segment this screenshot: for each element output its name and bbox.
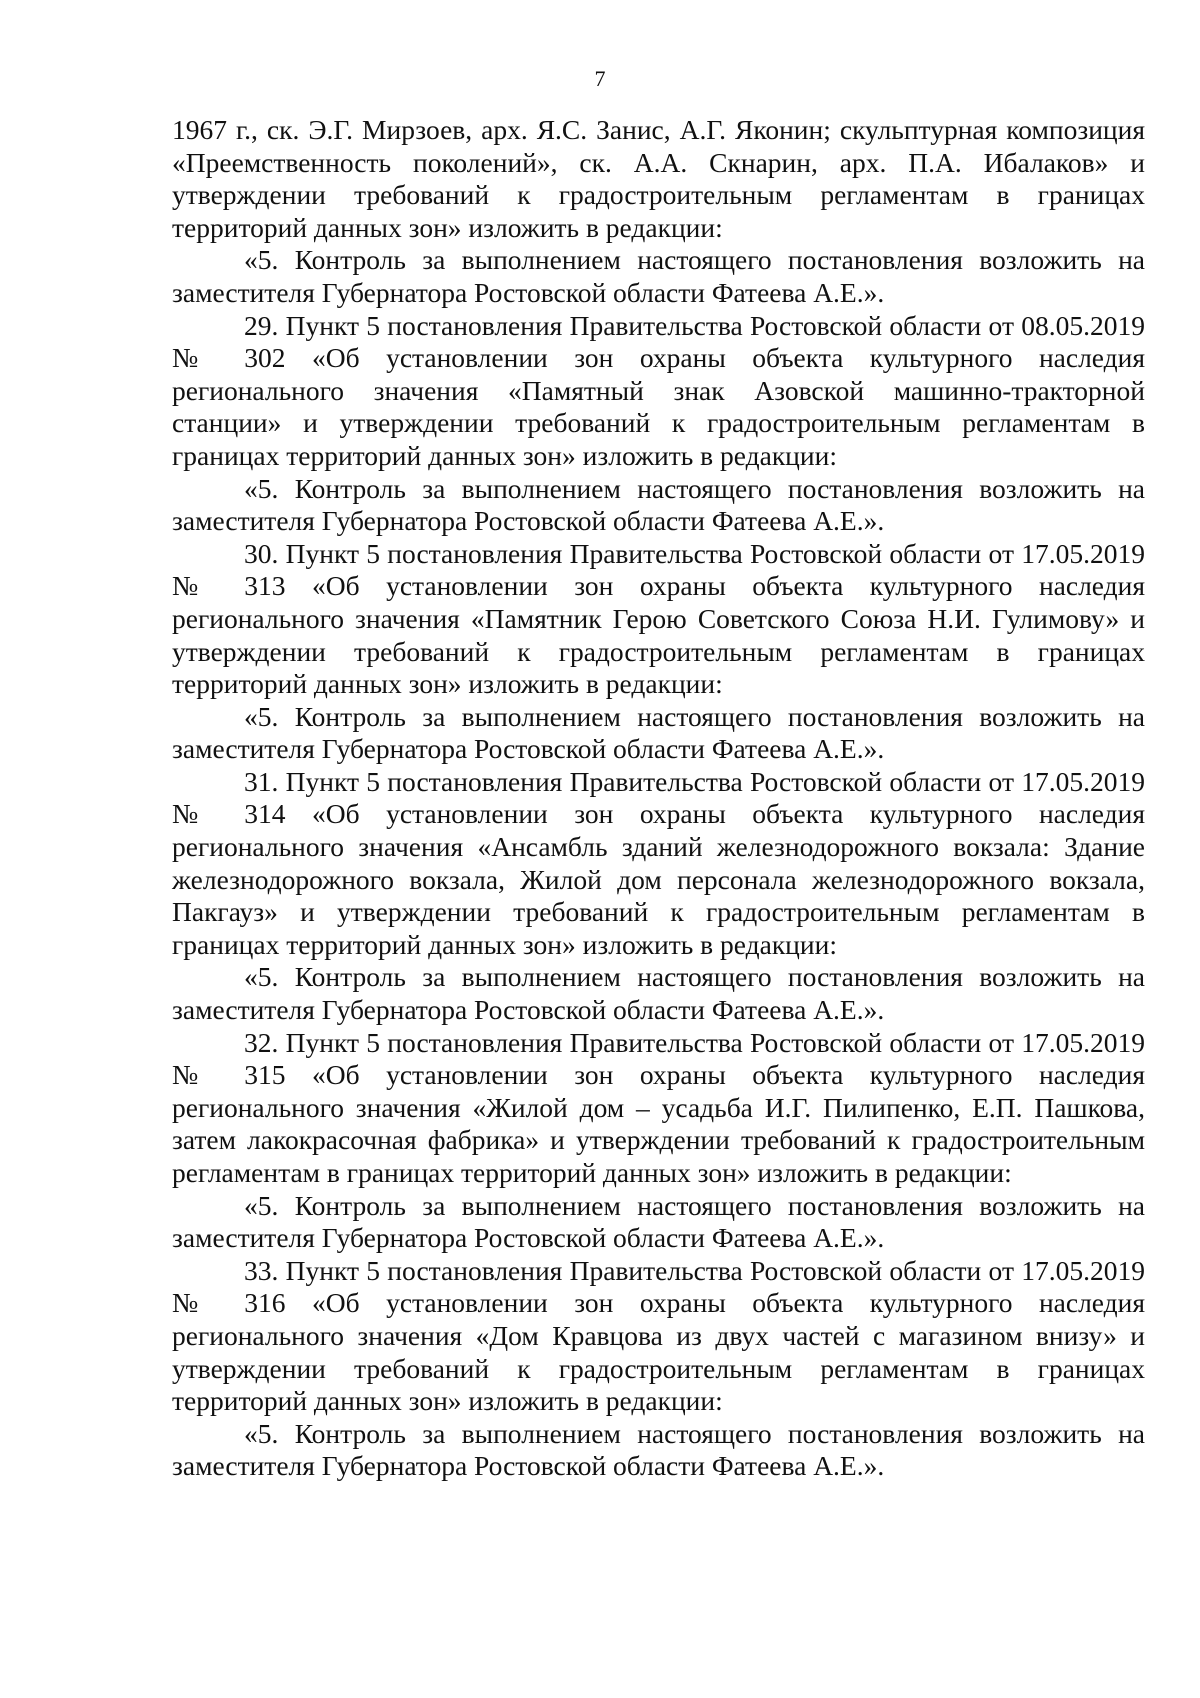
- paragraph-control-clause: «5. Контроль за выполнением настоящего постановления возложить на заместителя Губернатора Ростовской области Фатеева А.Е.».: [172, 961, 1145, 1026]
- paragraph-item-29: 29. Пункт 5 постановления Правительства Ростовской области от 08.05.2019 № 302 «Об установлении зон охраны объекта культурного наследия регионального значения «Памятный знак Азовской машинно-тракторной станции» и утверждении требований к градостроительным регламентам в границах территорий данных зон» изложить в редакции:: [172, 309, 1145, 471]
- paragraph-control-clause: «5. Контроль за выполнением настоящего постановления возложить на заместителя Губернатора Ростовской области Фатеева А.Е.».: [172, 1417, 1145, 1482]
- paragraph-item-30: 30. Пункт 5 постановления Правительства Ростовской области от 17.05.2019 № 313 «Об установлении зон охраны объекта культурного наследия регионального значения «Памятник Герою Советского Союза Н.И. Гулимову» и утверждении требований к градостроительным регламентам в границах территорий данных зон» изложить в редакции:: [172, 537, 1145, 700]
- paragraph-continuation: 1967 г., ск. Э.Г. Мирзоев, арх. Я.С. Занис, А.Г. Яконин; скульптурная композиция «Преемственность поколений», ск. А.А. Скнарин, арх. П.А. Ибалаков» и утверждении требований к градостроительным регламентам в границах территорий данных зон» изложить в редакции:: [172, 114, 1145, 243]
- page-number: 7: [594, 66, 606, 91]
- paragraph-item-33: 33. Пункт 5 постановления Правительства Ростовской области от 17.05.2019 № 316 «Об установлении зон охраны объекта культурного наследия регионального значения «Дом Кравцова из двух частей с магазином внизу» и утверждении требований к градостроительным регламентам в границах территорий данных зон» изложить в редакции:: [172, 1254, 1145, 1417]
- paragraph-control-clause: «5. Контроль за выполнением настоящего постановления возложить на заместителя Губернатора Ростовской области Фатеева А.Е.».: [172, 472, 1145, 537]
- paragraph-item-31: 31. Пункт 5 постановления Правительства Ростовской области от 17.05.2019 № 314 «Об установлении зон охраны объекта культурного наследия регионального значения «Ансамбль зданий железнодорожного вокзала: Здание железнодорожного вокзала, Жилой дом персонала железнодорожного вокзала, Пакгауз» и утверждении требований к градостроительным регламентам в границах территорий данных зон» изложить в редакции:: [172, 765, 1145, 960]
- paragraph-item-32: 32. Пункт 5 постановления Правительства Ростовской области от 17.05.2019 № 315 «Об установлении зон охраны объекта культурного наследия регионального значения «Жилой дом – усадьба И.Г. Пилипенко, Е.П. Пашкова, затем лакокрасочная фабрика» и утверждении требований к градостроительным регламентам в границах территорий данных зон» изложить в редакции:: [172, 1026, 1145, 1188]
- paragraph-control-clause: «5. Контроль за выполнением настоящего постановления возложить на заместителя Губернатора Ростовской области Фатеева А.Е.».: [172, 1189, 1145, 1254]
- document-body: [172, 114, 1145, 1483]
- paragraph-control-clause: «5. Контроль за выполнением настоящего постановления возложить на заместителя Губернатора Ростовской области Фатеева А.Е.».: [172, 700, 1145, 765]
- paragraph-control-clause: «5. Контроль за выполнением настоящего постановления возложить на заместителя Губернатора Ростовской области Фатеева А.Е.».: [172, 244, 1145, 308]
